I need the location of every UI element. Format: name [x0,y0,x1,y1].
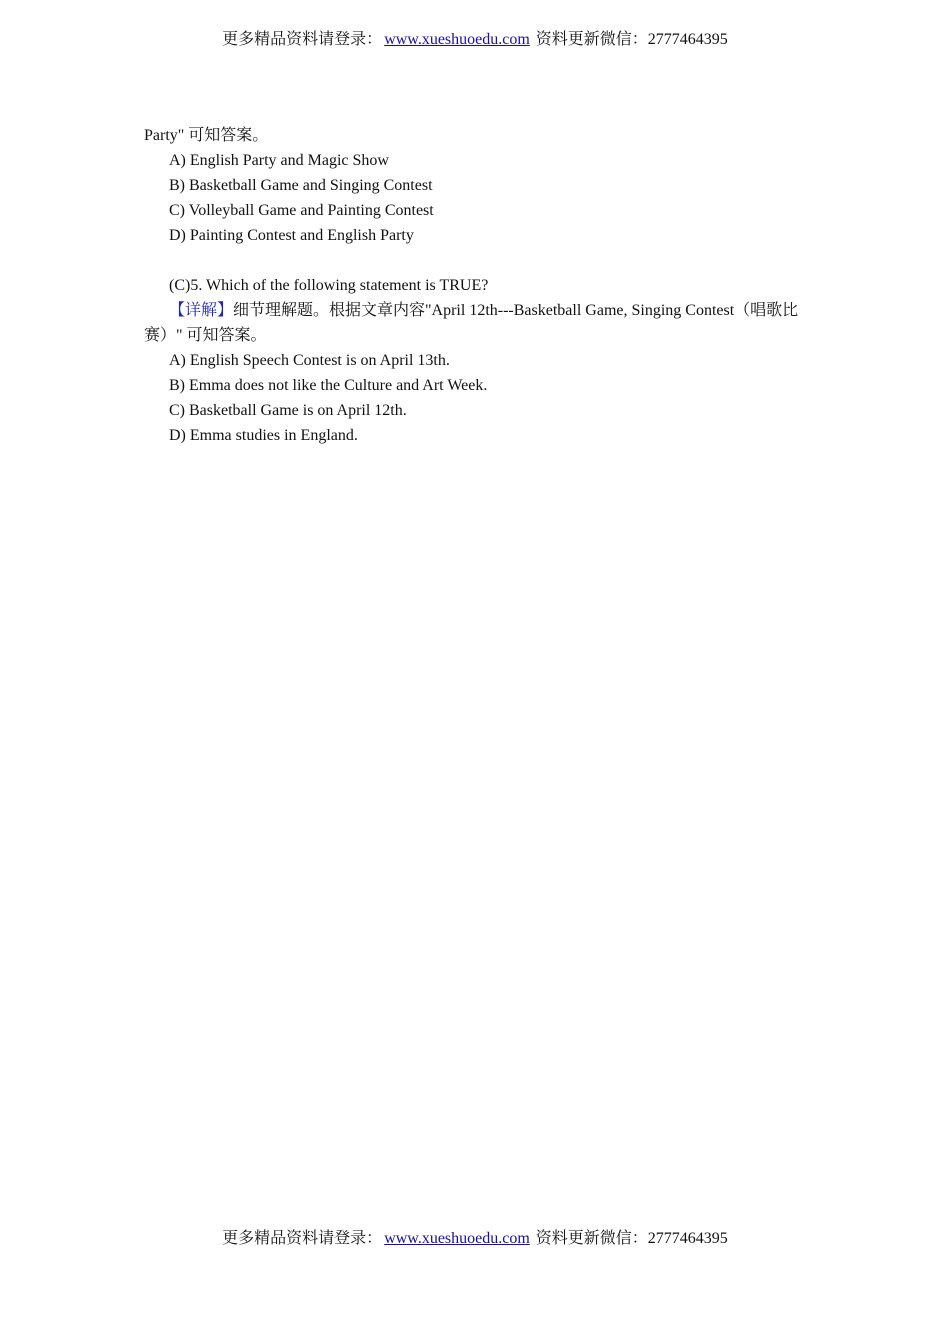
q5-option-b: B) Emma does not like the Culture and Art Week. [169,377,488,394]
q4-explanation-tail: Party" 可知答案。 [144,127,269,144]
q4-option-b: B) Basketball Game and Singing Contest [169,177,433,194]
q4-option-c: C) Volleyball Game and Painting Contest [169,202,434,219]
explain-line-2: 赛）" 可知答案。 [144,327,267,344]
explain-tag: 【详解】 [169,302,234,319]
document-body [144,123,812,448]
header-prefix: 更多精品资料请登录： [222,31,383,48]
q5-option-d: D) Emma studies in England. [169,427,358,444]
footer-suffix: 资料更新微信：2777464395 [535,1230,728,1247]
page-header [0,30,950,50]
q4-option-d: D) Painting Contest and English Party [169,227,414,244]
q4-option-a: A) English Party and Magic Show [169,152,389,169]
footer-link[interactable]: www.xueshuoedu.com [384,1230,530,1247]
q5-question: (C)5. Which of the following statement is TRUE? [169,277,489,294]
q5-option-a: A) English Speech Contest is on April 13th. [169,352,450,369]
header-link[interactable]: www.xueshuoedu.com [384,31,530,48]
header-suffix: 资料更新微信：2777464395 [535,31,728,48]
q5-option-c: C) Basketball Game is on April 12th. [169,402,407,419]
explain-line-1: 细节理解题。根据文章内容"April 12th---Basketball Game, Singing Contest（唱歌比 [233,302,799,319]
spacer [144,248,812,273]
footer-prefix: 更多精品资料请登录： [222,1230,383,1247]
q5-explanation [144,298,812,323]
page-footer [0,1229,950,1249]
